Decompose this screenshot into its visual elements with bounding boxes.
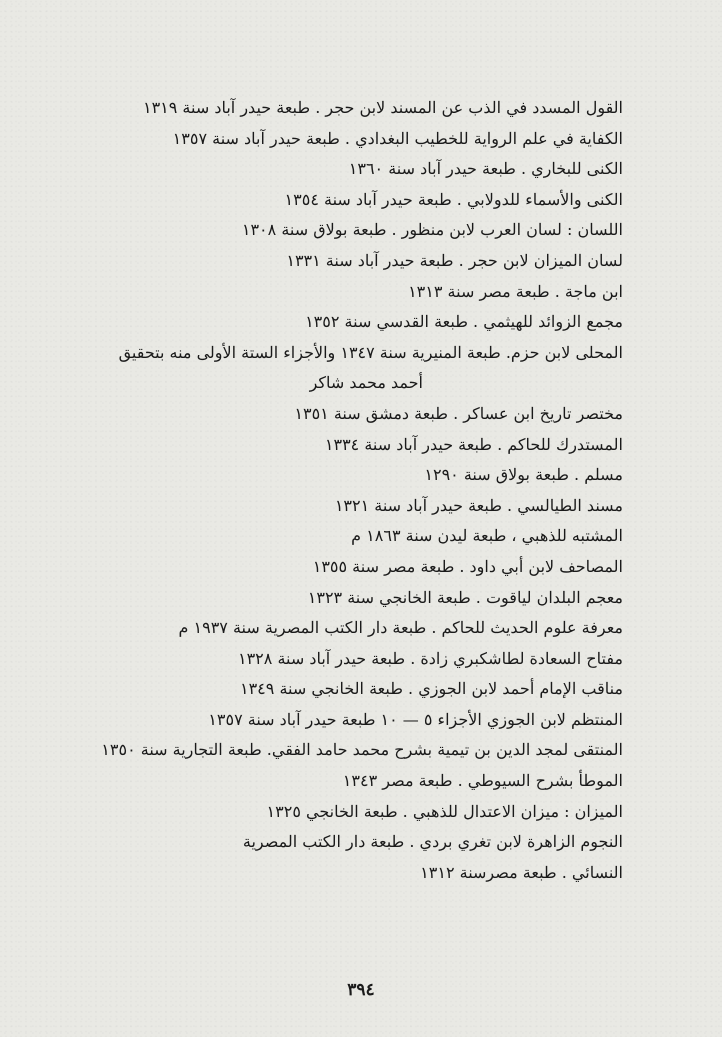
bibliography-entry: الكنى والأسماء للدولابي . طبعة حيدر آباد سنة ١٣٥٤ [284, 189, 623, 209]
bibliography-entry: النسائي . طبعة مصرسنة ١٣١٢ [420, 862, 623, 882]
bibliography-entry: معجم البلدان لياقوت . طبعة الخانجي سنة ١٣٢٣ [307, 587, 623, 607]
bibliography-entry: مسند الطيالسي . طبعة حيدر آباد سنة ١٣٢١ [334, 495, 623, 515]
bibliography-entry: لسان الميزان لابن حجر . طبعة حيدر آباد سنة ١٣٣١ [286, 250, 623, 270]
bibliography-entry: الكنى للبخاري . طبعة حيدر آباد سنة ١٣٦٠ [348, 159, 623, 179]
bibliography-entry: مختصر تاريخ ابن عساكر . طبعة دمشق سنة ١٣٥١ [294, 403, 623, 423]
page-number: ٣٩٤ [347, 980, 375, 1000]
bibliography-entry: ابن ماجة . طبعة مصر سنة ١٣١٣ [408, 281, 623, 301]
bibliography-entry: المشتبه للذهبي ، طبعة ليدن سنة ١٨٦٣ م [351, 526, 623, 546]
bibliography-entry: معرفة علوم الحديث للحاكم . طبعة دار الكتب المصرية سنة ١٩٣٧ م [178, 618, 623, 638]
entry-text: المحلى لابن حزم. طبعة المنيرية سنة ١٣٤٧ والأجزاء الستة الأولى منه بتحقيق [118, 342, 623, 362]
bibliography-entry: القول المسدد في الذب عن المسند لابن حجر . طبعة حيدر آباد سنة ١٣١٩ [142, 98, 623, 117]
bibliography-entry: الكفاية في علم الرواية للخطيب البغدادي . طبعة حيدر آباد سنة ١٣٥٧ [172, 128, 623, 148]
bibliography-entry-muhalla [63, 338, 623, 399]
bibliography-entry: المنتظم لابن الجوزي الأجزاء ٥ — ١٠ طبعة حيدر آباد سنة ١٣٥٧ [208, 709, 623, 729]
bibliography-entry: مناقب الإمام أحمد لابن الجوزي . طبعة الخانجي سنة ١٣٤٩ [239, 679, 623, 699]
bibliography-entry: مسلم . طبعة بولاق سنة ١٢٩٠ [424, 465, 623, 485]
bibliography-entry: المصاحف لابن أبي داود . طبعة مصر سنة ١٣٥٥ [312, 556, 623, 576]
entry-continuation: أحمد محمد شاكر [309, 373, 423, 393]
bibliography-entry: مفتاح السعادة لطاشكبري زادة . طبعة حيدر آباد سنة ١٣٢٨ [237, 648, 623, 668]
bibliography-entry: الموطأ بشرح السيوطي . طبعة مصر ١٣٤٣ [342, 771, 623, 791]
bibliography-entry: المستدرك للحاكم . طبعة حيدر آباد سنة ١٣٣٤ [324, 434, 623, 454]
bibliography-entry: مجمع الزوائد للهيثمي . طبعة القدسي سنة ١٣٥٢ [305, 312, 623, 332]
bibliography-entry: النجوم الزاهرة لابن تغري بردي . طبعة دار الكتب المصرية [242, 832, 623, 852]
bibliography-entry: المنتقى لمجد الدين بن تيمية بشرح محمد حامد الفقي. طبعة التجارية سنة ١٣٥٠ [101, 740, 623, 760]
bibliography-list [63, 93, 623, 888]
bibliography-entry: اللسان : لسان العرب لابن منظور . طبعة بولاق سنة ١٣٠٨ [241, 220, 623, 240]
bibliography-entry: الميزان : ميزان الاعتدال للذهبي . طبعة الخانجي ١٣٢٥ [266, 801, 623, 821]
